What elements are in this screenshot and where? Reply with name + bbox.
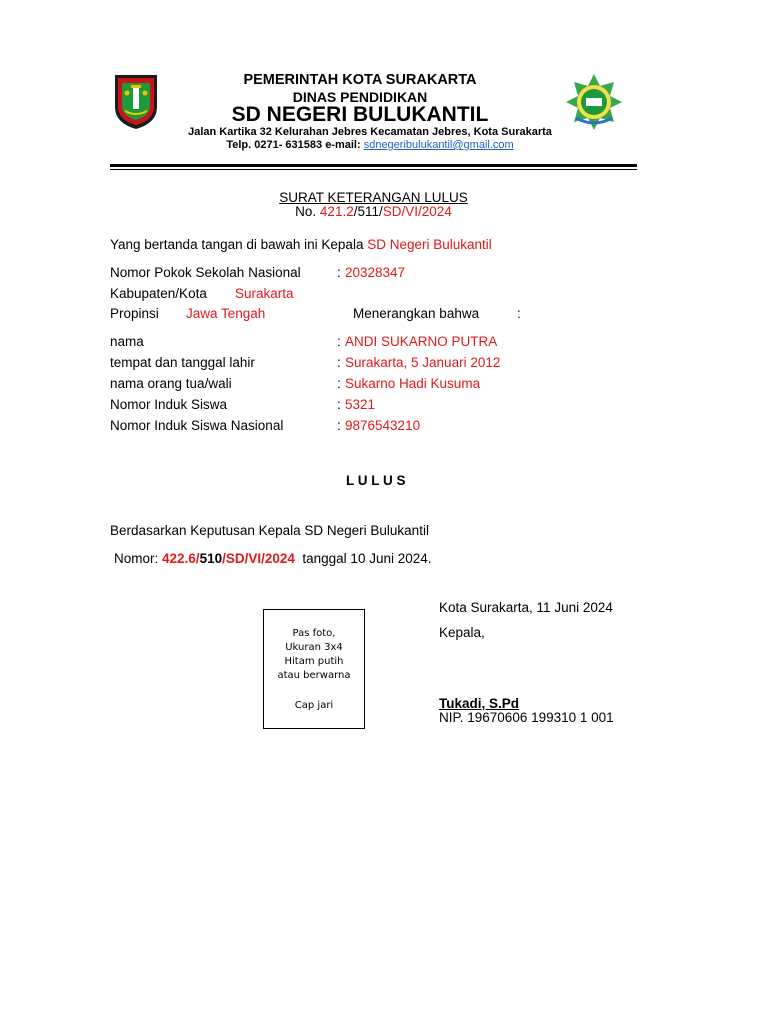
nis-label: Nomor Induk Siswa [110, 397, 228, 412]
npsn-value: 20328347 [345, 265, 406, 280]
intro-text: Yang bertanda tangan di bawah ini Kepala [110, 237, 368, 252]
decision-number-label: Nomor: [114, 551, 163, 566]
student-name-label: nama [110, 334, 144, 349]
decision-number-c: /SD/VI/2024 [222, 551, 295, 566]
department-title: DINAS PENDIDIKAN [292, 89, 428, 105]
city-label: Kabupaten/Kota [110, 286, 207, 301]
signature-place-date: Kota Surakarta, 11 Juni 2024 [439, 600, 613, 615]
intro-line [110, 237, 492, 252]
certifies-colon: : [517, 306, 521, 321]
birth-value: Surakarta, 5 Januari 2012 [345, 355, 501, 370]
graduation-result: L U L U S [346, 473, 406, 488]
school-address: Jalan Kartika 32 Kelurahan Jebres Kecamatan Jebres, Kota Surakarta [188, 126, 552, 138]
parent-label: nama orang tua/wali [110, 376, 232, 391]
parent-colon: : [337, 376, 341, 391]
decision-line: Berdasarkan Keputusan Kepala SD Negeri Bulukantil [110, 523, 429, 538]
number-sep-1: / [353, 204, 358, 219]
city-value: Surakarta [235, 286, 294, 301]
fingerprint-label: Cap jari [294, 700, 334, 711]
birth-label: tempat dan tanggal lahir [110, 355, 255, 370]
photo-line-4: atau berwarna [277, 670, 351, 681]
school-emblem-icon [564, 72, 624, 132]
surakarta-city-crest-icon [113, 73, 159, 131]
birth-colon: : [337, 355, 341, 370]
document-title: SURAT KETERANGAN LULUS [279, 190, 468, 205]
student-name-value: ANDI SUKARNO PUTRA [345, 334, 498, 349]
header-rule-thick [110, 164, 637, 167]
photo-line-3: Hitam putih [284, 656, 344, 667]
intro-school: SD Negeri Bulukantil [367, 237, 492, 252]
gov-title: PEMERINTAH KOTA SURAKARTA [243, 72, 477, 88]
signature-role: Kepala, [439, 625, 485, 640]
photo-placeholder [263, 609, 365, 729]
decision-date: tanggal 10 Juni 2024. [294, 551, 432, 566]
npsn-colon: : [337, 265, 341, 280]
nis-value: 5321 [345, 397, 376, 412]
decision-number-line [114, 551, 432, 566]
decision-number-a: 422.6/ [162, 551, 200, 566]
province-label: Propinsi [110, 306, 159, 321]
province-value: Jawa Tengah [186, 306, 266, 321]
student-name-colon: : [337, 334, 341, 349]
email-link[interactable]: sdnegeribulukantil@gmail.com [363, 139, 514, 151]
photo-line-1: Pas foto, [292, 628, 336, 639]
number-part-c: SD/VI/2024 [382, 204, 452, 219]
parent-value: Sukarno Hadi Kusuma [345, 376, 481, 391]
school-title: SD NEGERI BULUKANTIL [231, 103, 489, 126]
document-number [110, 204, 637, 219]
contact-line [150, 139, 590, 151]
number-sep-2: / [379, 204, 383, 219]
nisn-label: Nomor Induk Siswa Nasional [110, 418, 284, 433]
nisn-value: 9876543210 [345, 418, 421, 433]
signature-nip: NIP. 19670606 199310 1 001 [439, 710, 614, 725]
certifies-label: Menerangkan bahwa [353, 306, 480, 321]
header-rule-thin [110, 169, 637, 170]
nisn-colon: : [337, 418, 341, 433]
photo-line-2: Ukuran 3x4 [285, 642, 343, 653]
number-part-a: 421.2 [319, 204, 354, 219]
nis-colon: : [337, 397, 341, 412]
number-label: No. [295, 204, 320, 219]
phone-text: Telp. 0271- 631583 e-mail: [226, 139, 364, 151]
signature-name: Tukadi, S.Pd [439, 696, 520, 711]
npsn-label: Nomor Pokok Sekolah Nasional [110, 265, 301, 280]
decision-number-b: 510 [199, 551, 223, 566]
number-part-b: 511 [357, 204, 380, 219]
